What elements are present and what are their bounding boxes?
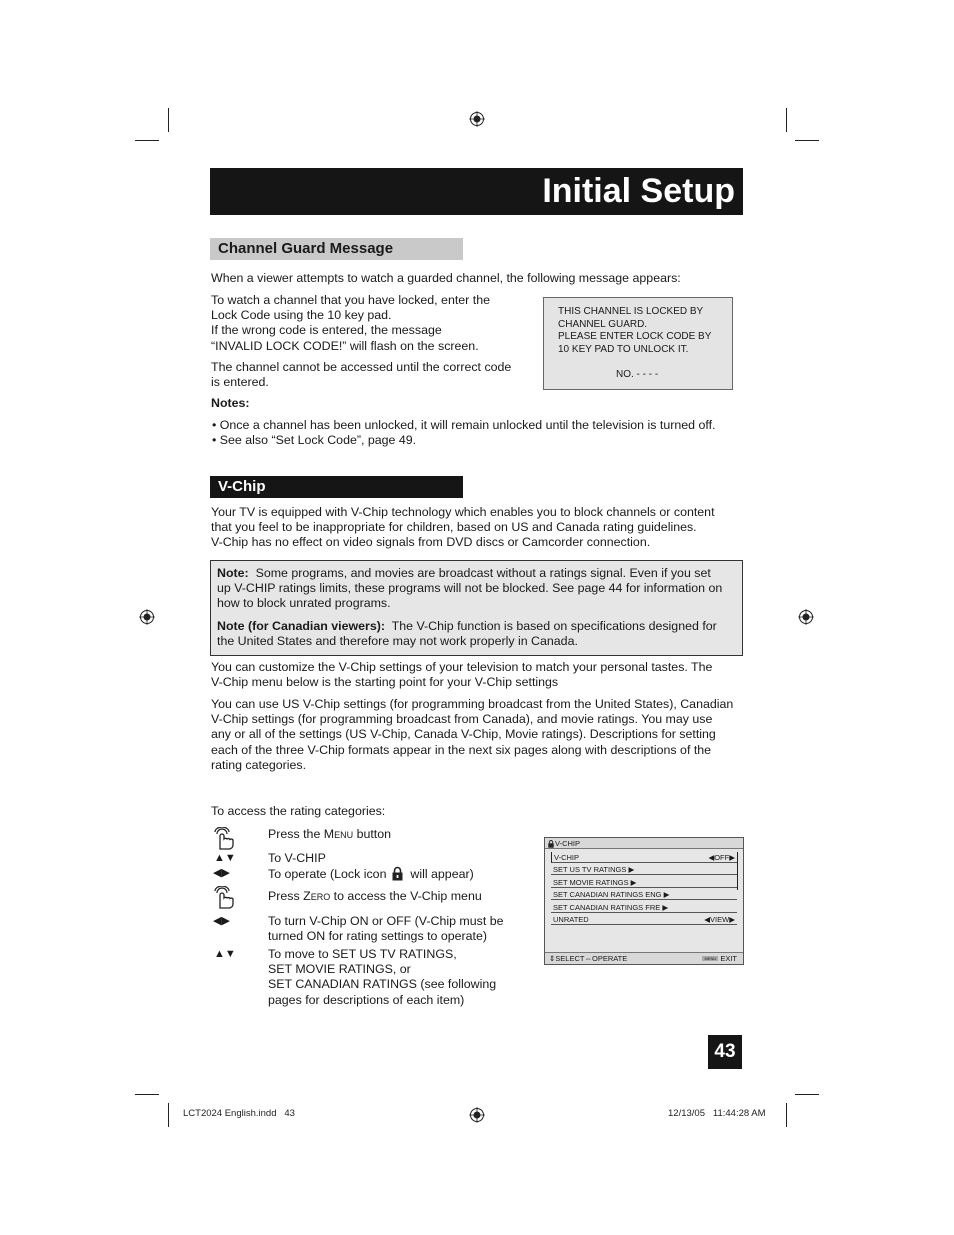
crop-mark — [795, 140, 819, 141]
text-span: to access the V-Chip menu — [330, 889, 482, 903]
text-span: Press the — [268, 827, 324, 841]
menu-row-label: V-CHIP — [554, 853, 580, 862]
text-line: turned ON for rating settings to operate) — [268, 929, 488, 944]
message-line: CHANNEL GUARD. — [558, 318, 648, 330]
text-span: will appear) — [410, 867, 474, 881]
note-paragraph — [217, 619, 736, 649]
left-right-arrows-icon: ◀▶ — [213, 867, 230, 879]
vchip-menu-screen — [544, 837, 744, 965]
up-down-arrows-icon: ▲▼ — [214, 852, 236, 864]
menu-row-unrated[interactable] — [551, 914, 737, 925]
select-hint: SELECT — [555, 954, 585, 963]
registration-mark-icon — [139, 609, 155, 625]
crop-mark — [135, 1094, 159, 1095]
vchip-intro — [211, 505, 743, 551]
text-line: V-Chip menu below is the starting point for your V-Chip settings — [211, 675, 559, 690]
text-line: To turn V-Chip ON or OFF (V-Chip must be — [268, 914, 504, 928]
step-to-vchip: To V-CHIP — [268, 851, 326, 865]
up-down-arrows-icon: ▲▼ — [214, 948, 236, 960]
arrow-right-icon: ▶ — [663, 890, 670, 899]
menu-row-set-canadian-ratings-eng[interactable] — [551, 889, 737, 900]
channel-guard-intro: When a viewer attempts to watch a guarded channel, the following message appears: — [211, 271, 681, 285]
text-line: To move to SET US TV RATINGS, — [268, 947, 457, 961]
text-line: how to block unrated programs. — [217, 596, 391, 611]
page-title: Initial Setup — [210, 168, 743, 215]
footer-timestamp: 12/13/05 11:44:28 AM — [668, 1108, 766, 1119]
left-right-arrows-icon: ◀▶ — [213, 915, 230, 927]
step-move-settings — [268, 947, 528, 1008]
vchip-note-box — [210, 560, 743, 656]
crop-mark — [168, 108, 169, 132]
menu-button-icon: MENU — [704, 956, 717, 961]
text-line: You can customize the V-Chip settings of your television to match your personal tastes. The — [211, 660, 713, 674]
left-right-arrows-icon: ⇔ — [584, 954, 592, 963]
lock-code-number: NO. - - - - — [616, 369, 659, 381]
message-line: 10 KEY PAD TO UNLOCK IT. — [558, 343, 689, 355]
notes-list — [212, 418, 742, 448]
step-press-menu — [268, 827, 391, 842]
vchip-menu-footer — [545, 952, 743, 964]
text-line: V-Chip has no effect on video signals from DVD discs or Camcorder connection. — [211, 535, 651, 550]
text-line: Some programs, and movies are broadcast without a ratings signal. Even if you set — [255, 566, 711, 580]
press-hand-icon — [213, 886, 237, 910]
menu-row-label: SET CANADIAN RATINGS ENG — [553, 890, 662, 899]
menu-row-set-movie-ratings[interactable] — [551, 877, 737, 888]
access-instruction: To access the rating categories: — [211, 804, 386, 818]
note-paragraph — [217, 566, 736, 612]
text-line: To watch a channel that you have locked, enter the — [211, 293, 490, 307]
operate-hint: OPERATE — [591, 954, 628, 963]
text-line: is entered. — [211, 375, 269, 390]
text-line: V-Chip settings (for programming broadcast from Canada), and movie ratings. You may use — [211, 712, 713, 727]
crop-mark — [786, 108, 787, 132]
menu-row-label: SET US TV RATINGS — [553, 865, 627, 874]
crop-mark — [786, 1103, 787, 1127]
crop-mark — [168, 1103, 169, 1127]
lock-icon — [548, 840, 554, 848]
menu-row-label: SET MOVIE RATINGS — [553, 878, 629, 887]
text-span: button — [353, 827, 392, 841]
text-span: Press — [268, 889, 304, 903]
text-line: “INVALID LOCK CODE!” will flash on the screen. — [211, 338, 479, 353]
text-line: SET CANADIAN RATINGS (see following — [268, 977, 497, 992]
text-line: SET MOVIE RATINGS, or — [268, 962, 411, 977]
text-line: The channel cannot be accessed until the correct code — [211, 360, 512, 374]
text-line: You can use US V-Chip settings (for programming broadcast from the United States), Canadian — [211, 697, 734, 711]
lock-icon — [392, 866, 403, 881]
vchip-menu-header — [545, 838, 743, 849]
text-span: To operate (Lock icon — [268, 867, 387, 881]
text-line: up V-CHIP ratings limits, these programs will not be blocked. See page 44 for information on — [217, 581, 723, 596]
menu-row-label: UNRATED — [553, 915, 589, 924]
arrow-right-icon: ▶ — [630, 878, 637, 887]
section-heading-channel-guard: Channel Guard Message — [210, 238, 463, 260]
message-line: PLEASE ENTER LOCK CODE BY — [558, 331, 712, 343]
text-line: the United States and therefore may not work properly in Canada. — [217, 633, 578, 648]
crop-mark — [795, 1094, 819, 1095]
section-heading-vchip: V-Chip — [210, 476, 463, 498]
vchip-value: OFF — [714, 853, 730, 862]
channel-guard-paragraph — [211, 293, 531, 354]
page-number: 43 — [708, 1035, 742, 1069]
registration-mark-icon — [798, 609, 814, 625]
scrollbar[interactable] — [737, 852, 741, 890]
note-item: • See also “Set Lock Code”, page 49. — [212, 433, 417, 448]
notes-label: Notes: — [211, 396, 250, 410]
exit-hint: EXIT — [720, 954, 737, 963]
zero-button-name: Zero — [303, 889, 331, 903]
text-line: each of the three V-Chip formats appear in the next six pages along with descriptions of the — [211, 742, 712, 757]
message-line: THIS CHANNEL IS LOCKED BY — [558, 306, 704, 317]
note-label: Note: — [217, 566, 249, 580]
text-line: rating categories. — [211, 757, 307, 772]
unrated-value: VIEW — [710, 915, 730, 924]
menu-row-vchip[interactable] — [551, 852, 737, 863]
arrow-right-icon: ▶ — [628, 865, 635, 874]
locked-channel-message-box — [543, 297, 733, 390]
text-line: The V-Chip function is based on specifications designed for — [391, 618, 717, 633]
text-line: Your TV is equipped with V-Chip technology which enables you to block channels or content — [211, 505, 715, 519]
vchip-usage-paragraph — [211, 697, 745, 773]
menu-button-name: Menu — [323, 827, 354, 841]
step-press-zero — [268, 889, 482, 904]
menu-row-set-canadian-ratings-fre[interactable] — [551, 902, 737, 913]
step-toggle-vchip — [268, 914, 528, 944]
text-line: If the wrong code is entered, the message — [211, 323, 442, 338]
vchip-customize-paragraph — [211, 660, 743, 690]
registration-mark-icon — [469, 1107, 485, 1123]
menu-row-value: ◀OFF▶ — [708, 853, 735, 862]
crop-mark — [135, 140, 159, 141]
press-hand-icon — [213, 827, 237, 851]
note-item: • Once a channel has been unlocked, it will remain unlocked until the television is turned off. — [212, 418, 716, 432]
arrow-right-icon: ▶ — [662, 903, 669, 912]
step-operate — [268, 866, 474, 882]
text-line: that you feel to be inappropriate for children, based on US and Canada rating guidelines. — [211, 520, 697, 535]
text-line: any or all of the settings (US V-Chip, Canada V-Chip, Movie ratings). Descriptions for setting — [211, 727, 716, 742]
channel-guard-paragraph — [211, 360, 531, 390]
registration-mark-icon — [469, 111, 485, 127]
vchip-menu-title: V-CHIP — [555, 839, 581, 848]
text-line: pages for descriptions of each item) — [268, 992, 465, 1007]
menu-row-value: ◀VIEW▶ — [704, 915, 735, 924]
footer-file-info: LCT2024 English.indd 43 — [183, 1108, 295, 1119]
menu-row-label: SET CANADIAN RATINGS FRE — [553, 903, 661, 912]
up-down-arrows-icon: ⇕ — [549, 954, 556, 963]
text-line: Lock Code using the 10 key pad. — [211, 308, 392, 323]
note-label: Note (for Canadian viewers): — [217, 618, 385, 633]
exit-hint-group — [702, 953, 737, 965]
menu-row-set-us-tv-ratings[interactable] — [551, 864, 737, 875]
